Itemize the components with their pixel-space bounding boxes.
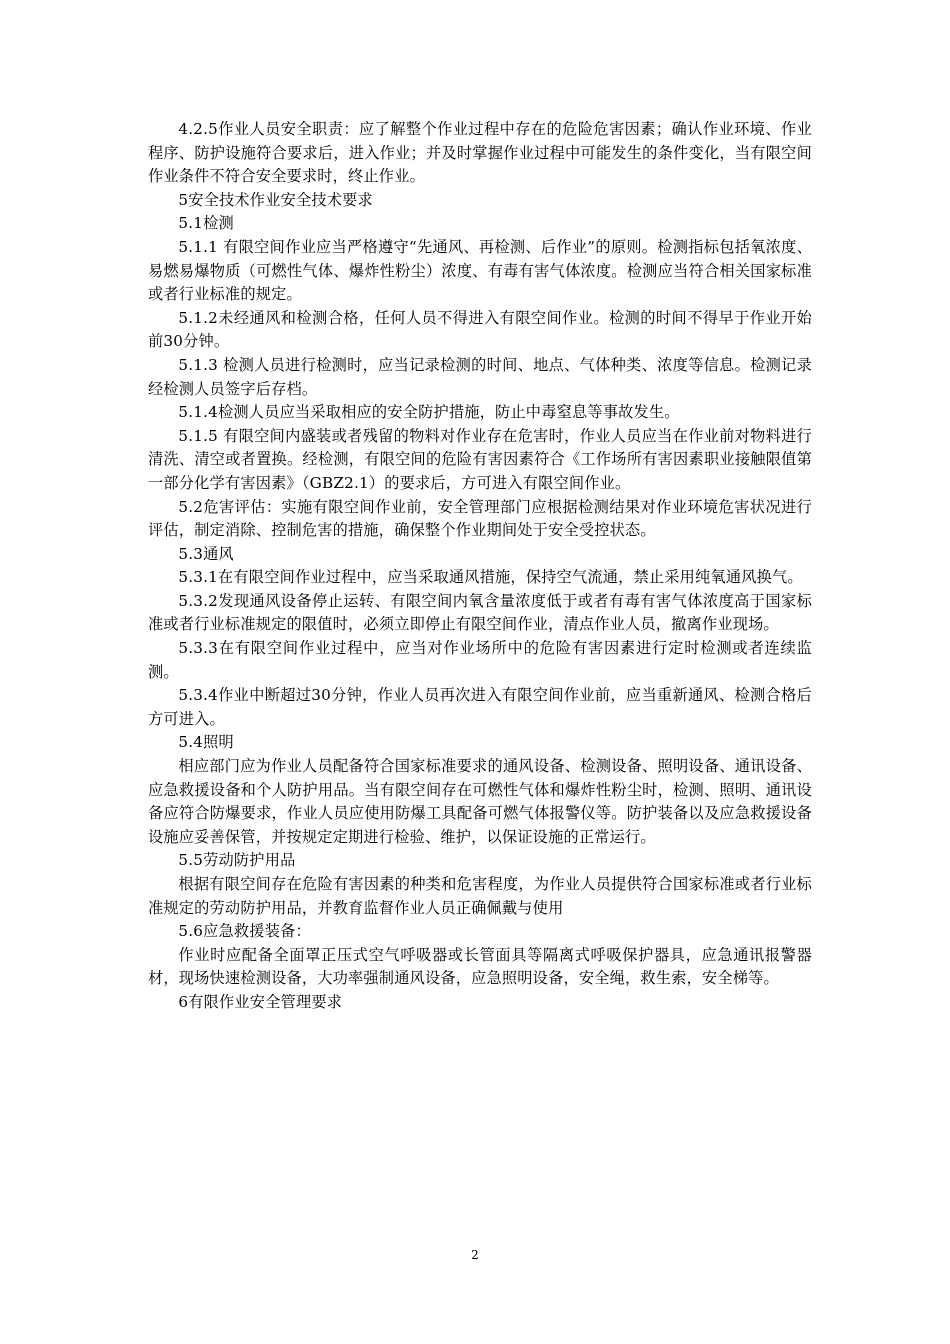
paragraph-5-1-3: 5.1.3 检测人员进行检测时，应当记录检测的时间、地点、气体种类、浓度等信息。检测记录经检测人员签字后存档。 [148,355,812,398]
section-heading-5-4: 5.4照明 [178,733,234,752]
paragraph-5-3-2: 5.3.2发现通风设备停止运转、有限空间内氧含量浓度低于或者有毒有害气体浓度高于国家标准或者行业标准规定的限值时，必须立即停止有限空间作业，清点作业人员，撤离作业现场。 [148,591,812,634]
paragraph-5-3-3: 5.3.3在有限空间作业过程中，应当对作业场所中的危险有害因素进行定时检测或者连续监测。 [148,639,812,681]
paragraph-5-2: 5.2危害评估：实施有限空间作业前，安全管理部门应根据检测结果对作业环境危害状况进行评估，制定消除、控制危害的措施，确保整个作业期间处于安全受控状态。 [148,497,812,540]
section-heading-5: 5安全技术作业安全技术要求 [178,190,373,209]
document-body [148,118,812,1015]
section-heading-6: 6有限作业安全管理要求 [178,992,343,1011]
section-heading-5-1: 5.1检测 [178,214,234,233]
paragraph-5-6-body: 作业时应配备全面罩正压式空气呼吸器或长管面具等隔离式呼吸保护器具，应急通讯报警器材，现场快速检测设备，大功率强制通风设备，应急照明设备，安全绳，救生索，安全梯等。 [148,945,812,988]
section-heading-5-6: 5.6应急救援装备： [178,922,311,941]
paragraph-4-2-5: 4.2.5作业人员安全职责：应了解整个作业过程中存在的危险危害因素；确认作业环境、作业程序、防护设施符合要求后，进入作业；并及时掌握作业过程中可能发生的条件变化，当有限空间作业条件不符合安全要求时，终止作业。 [148,120,812,186]
page-number: 2 [471,1248,479,1262]
paragraph-5-1-5: 5.1.5 有限空间内盛装或者残留的物料对作业存在危害时，作业人员应当在作业前对物料进行清洗、清空或者置换。经检测，有限空间的危险有害因素符合《工作场所有害因素职业接触限值第一部分化学有害因素》（GBZ2.1）的要求后，方可进入有限空间作业。 [148,426,812,492]
paragraph-5-3-1: 5.3.1在有限空间作业过程中，应当采取通风措施，保持空气流通，禁止采用纯氧通风换气。 [178,568,803,587]
paragraph-5-1-2: 5.1.2未经通风和检测合格，任何人员不得进入有限空间作业。检测的时间不得早于作业开始前30分钟。 [148,308,812,351]
paragraph-5-3-4: 5.3.4作业中断超过30分钟，作业人员再次进入有限空间作业前，应当重新通风、检测合格后方可进入。 [148,686,812,728]
section-heading-5-3: 5.3通风 [178,544,234,563]
section-heading-5-5: 5.5劳动防护用品 [178,851,296,870]
paragraph-5-5-body: 根据有限空间存在危险有害因素的种类和危害程度，为作业人员提供符合国家标准或者行业标准规定的劳动防护用品，并教育监督作业人员正确佩戴与使用 [148,875,812,917]
paragraph-5-1-4: 5.1.4检测人员应当采取相应的安全防护措施，防止中毒窒息等事故发生。 [178,403,680,422]
paragraph-5-1-1: 5.1.1 有限空间作业应当严格遵守“先通风、再检测、后作业”的原则。检测指标包括氧浓度、易燃易爆物质（可燃性气体、爆炸性粉尘）浓度、有毒有害气体浓度。检测应当符合相关国家标准或者行业标准的规定。 [148,237,812,304]
paragraph-5-4-body: 相应部门应为作业人员配备符合国家标准要求的通风设备、检测设备、照明设备、通讯设备、应急救援设备和个人防护用品。当有限空间存在可燃性气体和爆炸性粉尘时，检测、照明、通讯设备应符合防爆要求，作业人员应使用防爆工具配备可燃气体报警仪等。防护装备以及应急救援设备设施应妥善保管，并按规定定期进行检验、维护，以保证设施的正常运行。 [148,757,812,846]
